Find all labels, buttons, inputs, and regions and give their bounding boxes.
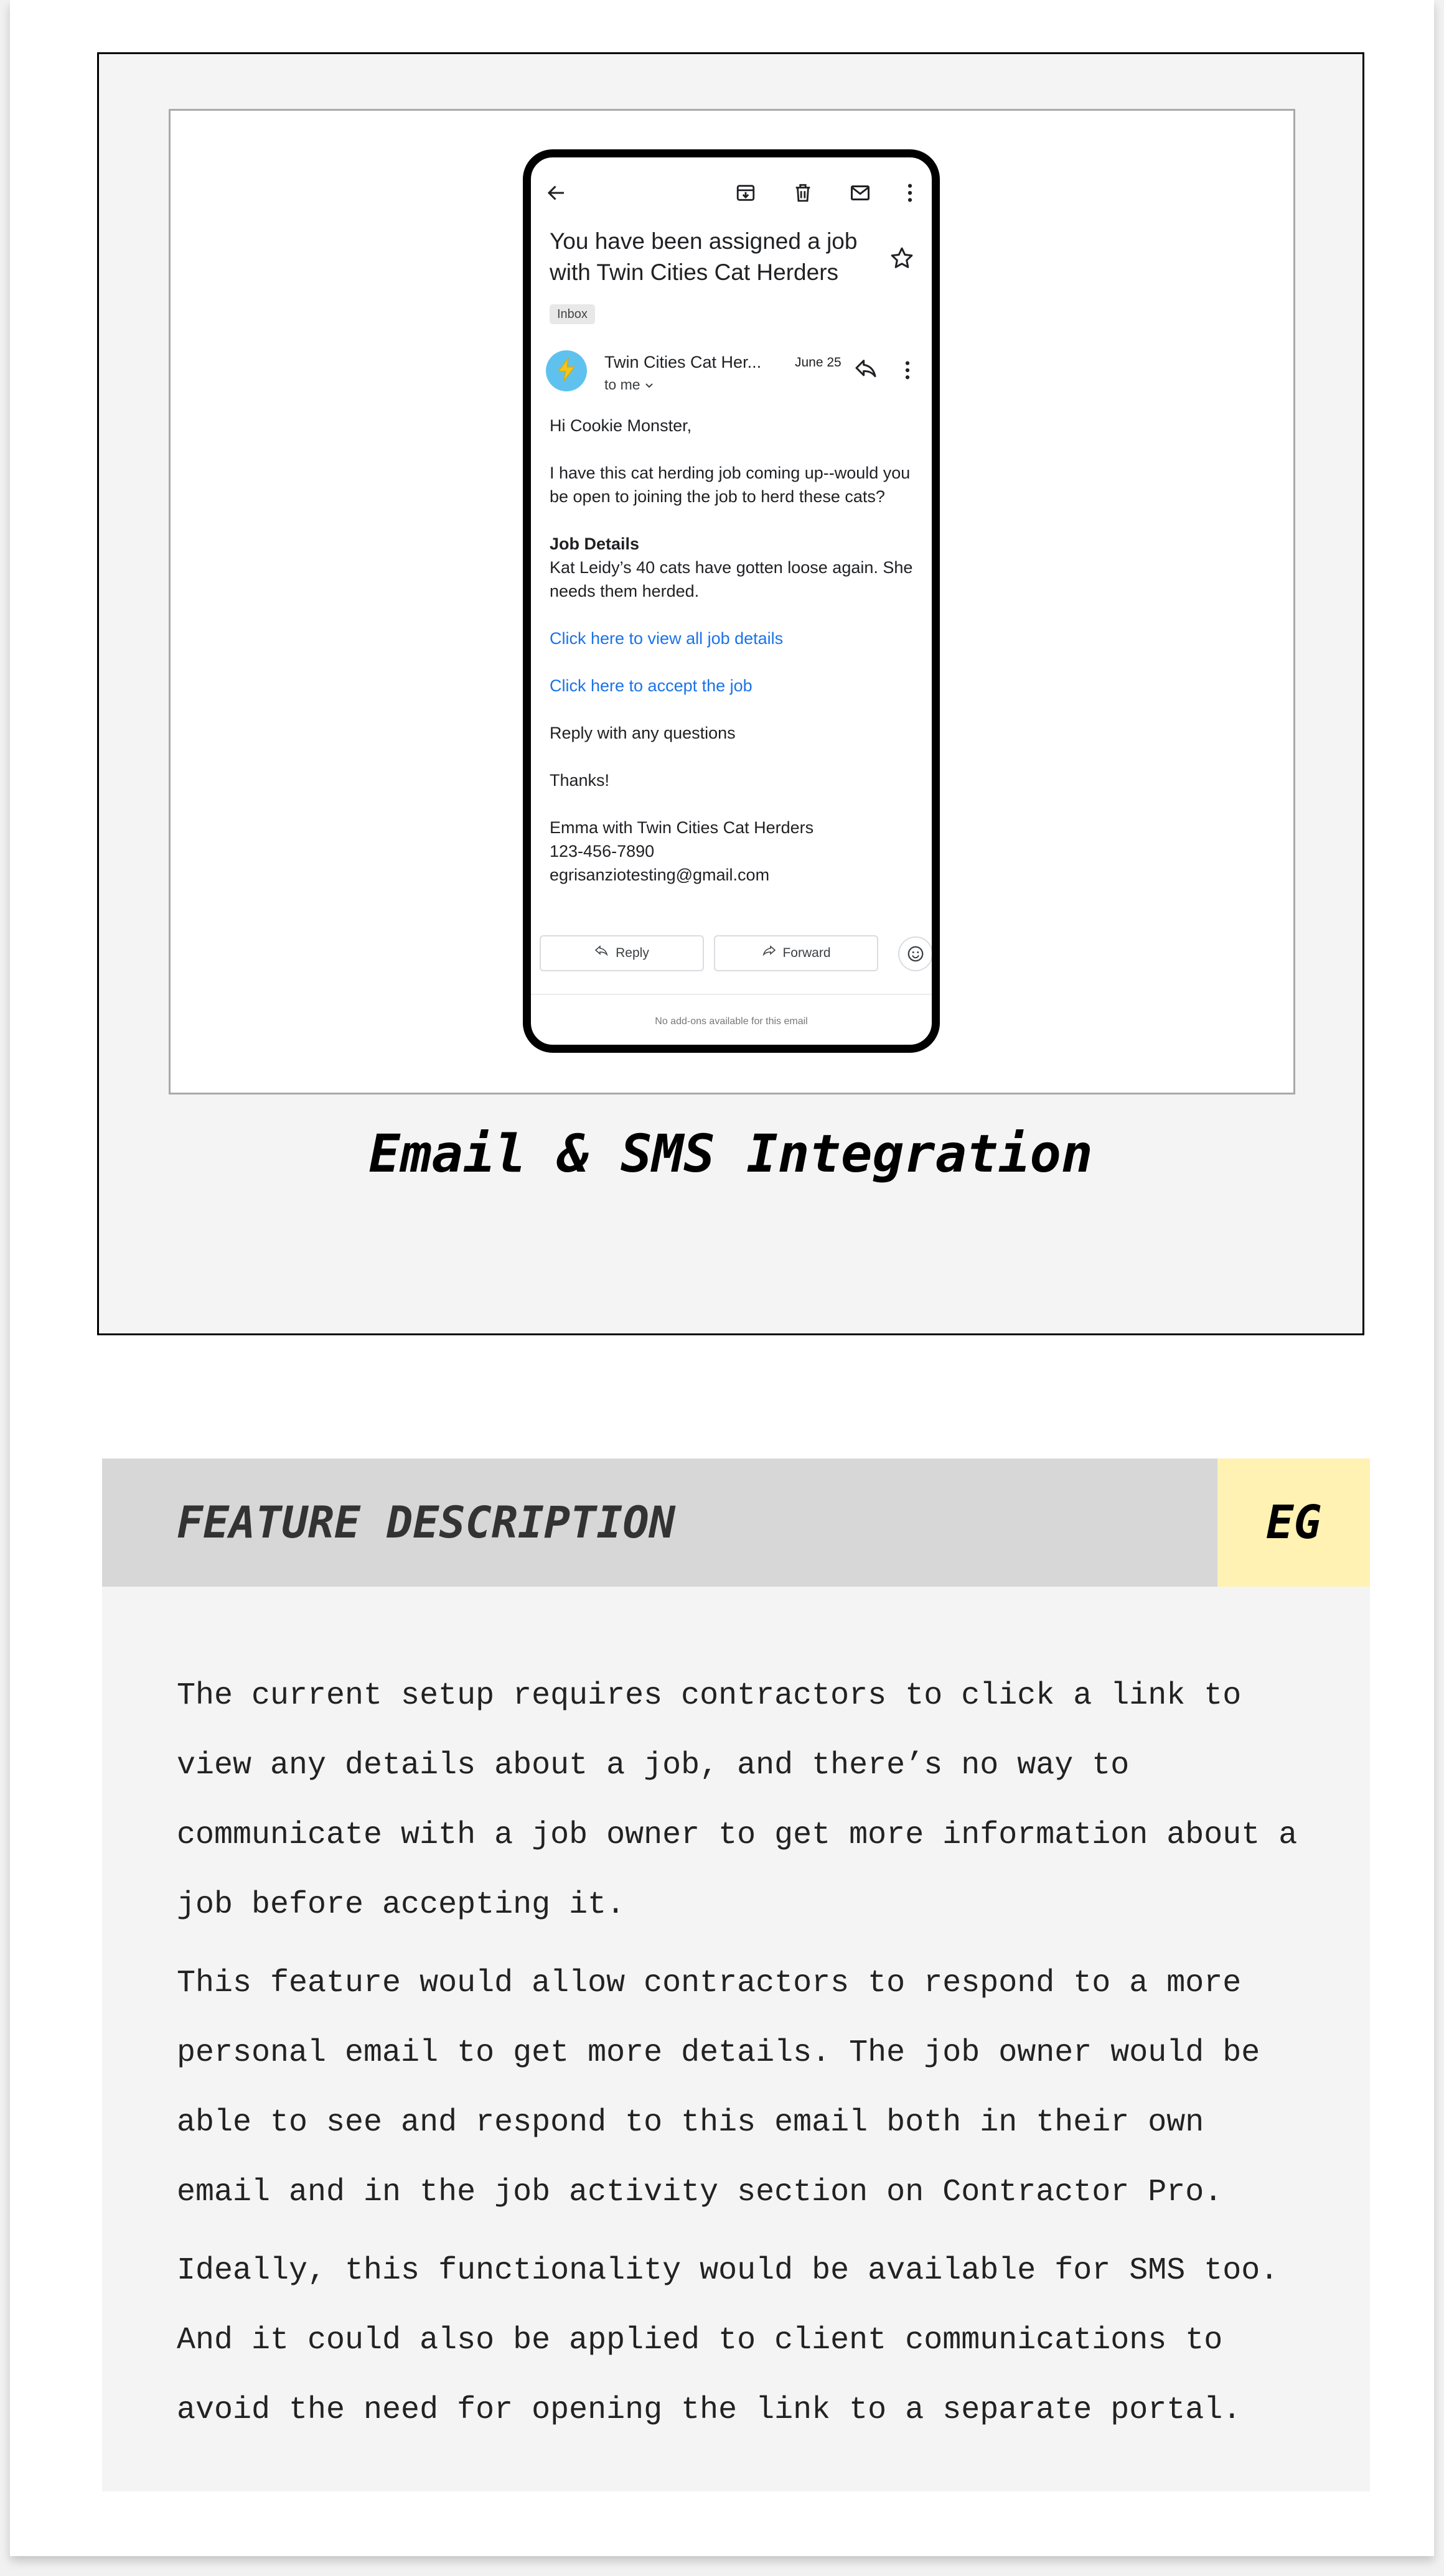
arrow-left-icon[interactable]	[541, 177, 572, 208]
reply-prompt: Reply with any questions	[550, 724, 736, 742]
intro-paragraph: I have this cat herding job coming up--would you be open to joining the job to herd these cats?	[550, 464, 911, 506]
reply-button-label: Reply	[616, 946, 649, 960]
email-toolbar	[531, 170, 932, 217]
addons-note: No add-ons available for this email	[655, 1016, 808, 1027]
reply-small-icon	[594, 945, 609, 961]
inbox-label[interactable]: Inbox	[550, 304, 595, 324]
avatar	[546, 350, 587, 391]
trash-icon[interactable]	[787, 177, 818, 208]
email-date: June 25	[795, 355, 842, 370]
forward-icon	[761, 945, 776, 961]
forward-button-label: Forward	[782, 946, 831, 960]
emoji-icon[interactable]	[898, 936, 933, 971]
description-paragraph: This feature would allow contractors to respond to a more personal email to get more details. The job owner would be able to see and respond to this email both in their own email and in the job activity section on Contractor Pro.	[177, 1966, 1260, 2210]
greeting: Hi Cookie Monster,	[550, 416, 692, 435]
divider	[531, 994, 932, 995]
signature-phone: 123-456-7890	[550, 842, 655, 861]
description-paragraph: The current setup requires contractors to click a link to view any details about a job, and there’s no way to communicate with a job owner to get more information about a job before accepting it.	[177, 1678, 1298, 1923]
description-paragraph: Ideally, this functionality would be available for SMS too. And it could also be applied to client communications to avoid the need for opening the link to a separate portal.	[177, 2253, 1279, 2428]
author-tag: EG	[1217, 1458, 1370, 1587]
mockup-card	[97, 52, 1364, 1335]
message-more-icon[interactable]	[898, 357, 917, 384]
feature-body	[102, 1587, 1370, 2491]
reply-icon[interactable]	[853, 357, 881, 384]
signature-email: egrisanziotesting@gmail.com	[550, 866, 770, 884]
job-details-heading: Job Details	[550, 534, 640, 553]
archive-icon[interactable]	[730, 177, 761, 208]
feature-header	[102, 1458, 1218, 1587]
star-icon[interactable]	[889, 246, 919, 276]
job-details	[550, 532, 923, 603]
accept-job-link[interactable]: Click here to accept the job	[550, 676, 752, 695]
page-sheet	[10, 0, 1434, 2556]
feature-description	[177, 1661, 1303, 2454]
phone-frame	[523, 149, 940, 1053]
recipient-line[interactable]	[604, 376, 654, 393]
view-details-link[interactable]: Click here to view all job details	[550, 629, 784, 648]
chevron-down-icon	[644, 376, 654, 393]
thanks-line: Thanks!	[550, 771, 610, 790]
lightning-icon	[556, 357, 577, 385]
mail-icon[interactable]	[845, 177, 876, 208]
more-vertical-icon[interactable]	[894, 177, 926, 208]
sender-name[interactable]: Twin Cities Cat Her...	[604, 353, 762, 371]
feature-heading: FEATURE DESCRIPTION	[177, 1497, 675, 1548]
email-subject: You have been assigned a job with Twin Cities Cat Herders	[550, 228, 858, 285]
card-title: Email & SMS Integration	[368, 1123, 1093, 1184]
email-body	[550, 414, 923, 910]
forward-button[interactable]	[714, 935, 878, 971]
signature	[550, 816, 923, 887]
signature-name: Emma with Twin Cities Cat Herders	[550, 818, 814, 837]
reply-button[interactable]	[540, 935, 704, 971]
screenshot-frame	[169, 109, 1295, 1094]
recipient-label: to me	[604, 376, 640, 393]
job-details-text: Kat Leidy’s 40 cats have gotten loose again. She needs them herded.	[550, 558, 913, 600]
